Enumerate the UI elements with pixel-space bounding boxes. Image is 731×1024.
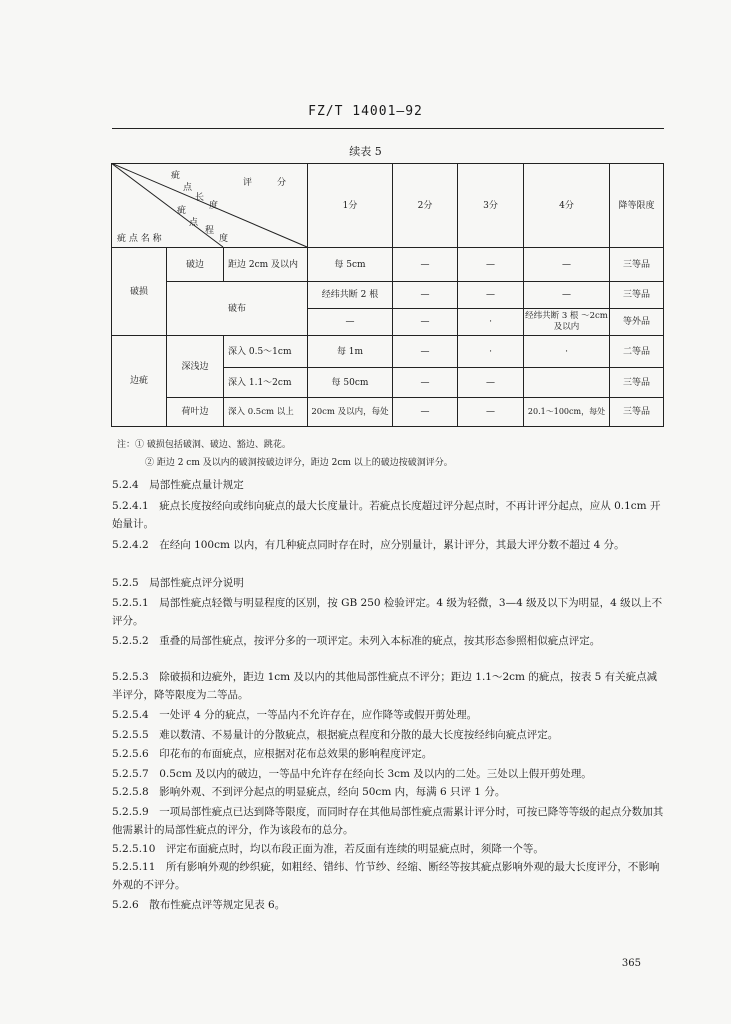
score-2: —	[420, 317, 430, 327]
paragraph: 5.2.5.5 难以数清、不易量计的分散疵点，根据疵点程度和分散的最大长度按经纬向疵点评定。	[112, 729, 559, 741]
diag-label: 评	[243, 178, 253, 188]
score-1: 每 5cm	[334, 259, 366, 270]
score-4: —	[562, 290, 571, 300]
score-4: ·	[565, 346, 568, 357]
downgrade: 三等品	[622, 290, 650, 300]
section-heading: 5.2.4 局部性疵点量计规定	[112, 479, 244, 491]
downgrade: 三等品	[622, 377, 650, 388]
paragraph: 5.2.5.1 局部性疵点轻微与明显程度的区别，按 GB 250 检验评定。4 级为轻微，3—4 级及以下为明显，4 级以上不评分。	[112, 597, 663, 627]
score-col-4: 4分	[559, 200, 574, 211]
diag-label: 点	[183, 183, 193, 193]
score-3: ·	[489, 317, 492, 327]
diag-label: 程	[205, 226, 215, 236]
score-col-1: 1分	[342, 200, 358, 211]
score-1: 20cm 及以内，每处	[311, 407, 389, 417]
row-sub-label: 荷叶边	[181, 407, 209, 417]
row-condition: 距边 2cm 及以内	[228, 259, 299, 270]
paragraph: 5.2.5.10 评定布面疵点时，均以布段正面为准，若反面有连续的明显疵点时，须降一个等。	[112, 843, 544, 855]
downgrade: 三等品	[622, 407, 650, 417]
score-1: 经纬共断 2 根	[321, 290, 379, 300]
paragraph: 5.2.5.6 印花布的布面疵点，应根据对花布总效果的影响程度评定。	[112, 748, 433, 760]
standard-code: FZ/T 14001—92	[308, 104, 423, 119]
score-3: ·	[489, 346, 492, 357]
paragraph: 5.2.5.9 一项局部性疵点已达到降等限度，而同时存在其他局部性疵点需累计评分时，可按已降等等级的起点分数加其他需累计的局部性疵点的评分，作为该段布的总分。	[112, 806, 664, 836]
diag-label: 疵	[171, 171, 181, 181]
paragraph: 5.2.5.11 所有影响外观的纱织疵，如粗经、错纬、竹节纱、经缩、断经等按其疵点影响外观的最大长度评分，不影响外观的不评分。	[112, 861, 660, 891]
table-note: ② 距边 2 cm 及以内的破洞按破边评分，距边 2cm 以上的破边按破洞评分。	[145, 458, 453, 468]
row-sub-label: 破边	[185, 259, 204, 270]
row-condition: 深入 1.1～2cm	[228, 377, 292, 388]
score-col-3: 3分	[483, 200, 498, 211]
score-3: —	[486, 290, 495, 300]
score-1: 每 50cm	[331, 377, 369, 388]
score-2: —	[420, 407, 430, 417]
downgrade: 等外品	[622, 317, 650, 327]
score-2: —	[420, 377, 430, 388]
table-note: 注：① 破损包括破洞、破边、豁边、跳花。	[117, 440, 291, 450]
score-2: —	[420, 346, 430, 357]
downgrade-col: 降等限度	[618, 200, 655, 211]
score-4	[524, 368, 609, 397]
row-sub-label: 深浅边	[181, 361, 209, 372]
score-4: 20.1～100cm，每处	[527, 407, 606, 416]
diag-label: 点	[189, 218, 199, 228]
row-condition: 深入 0.5～1cm	[228, 346, 292, 357]
paragraph: 5.2.5.3 除破损和边疵外，距边 1cm 及以内的其他局部性疵点不评分；距边 1.1～2cm 的疵点，按表 5 有关疵点减半评分，降等限度为二等品。	[112, 671, 658, 701]
score-col-2: 2分	[417, 200, 433, 211]
row-header-label: 疵 点 名 称	[117, 234, 162, 244]
score-3: —	[486, 259, 495, 270]
paragraph: 5.2.5.2 重叠的局部性疵点，按评分多的一项评定。未列入本标准的疵点，按其形态参照相似疵点评定。	[112, 635, 601, 647]
downgrade: 三等品	[622, 259, 650, 270]
score-1: —	[345, 317, 355, 327]
table-caption: 续表 5	[349, 145, 382, 158]
row-sub-label: 破布	[227, 303, 246, 314]
paragraph: 5.2.4.1 疵点长度按经向或纬向疵点的最大长度量计。若疵点长度超过评分起点时，不再计评分起点，应从 0.1cm 开始量计。	[112, 500, 661, 530]
score-4: —	[562, 259, 571, 270]
paragraph: 5.2.5.7 0.5cm 及以内的破边，一等品中允许存在经向长 3cm 及以内的二处。三处以上假开剪处理。	[112, 768, 592, 780]
score-3: —	[486, 407, 495, 417]
score-2: —	[420, 259, 430, 270]
section-heading: 5.2.5 局部性疵点评分说明	[112, 577, 244, 589]
downgrade: 二等品	[622, 346, 650, 357]
paragraph: 5.2.5.8 影响外观、不到评分起点的明显疵点，经向 50cm 内，每满 6 只评 1 分。	[112, 786, 506, 798]
paragraph: 5.2.6 散布性疵点评等规定见表 6。	[112, 899, 286, 911]
diag-label: 度	[219, 234, 229, 244]
diag-label: 分	[277, 178, 287, 188]
score-3: —	[486, 377, 495, 388]
score-1: 每 1m	[336, 346, 364, 357]
row-condition: 深入 0.5cm 以上	[228, 407, 294, 417]
score-2: —	[420, 290, 430, 300]
score-4: 经纬共断 3 根 ～2cm 及以内	[525, 311, 608, 332]
diag-label: 长	[195, 193, 205, 203]
paragraph: 5.2.4.2 在经向 100cm 以内，有几种疵点同时存在时，应分别量计，累计评分，其最大评分数不超过 4 分。	[112, 539, 625, 551]
group-damage: 破损	[129, 286, 148, 297]
diag-label: 疵	[177, 206, 187, 216]
diag-label: 度	[209, 201, 219, 211]
group-edge: 边疵	[129, 376, 148, 386]
page-number: 365	[621, 958, 641, 969]
defect-score-table	[111, 163, 664, 427]
header-rule	[112, 128, 664, 129]
paragraph: 5.2.5.4 一处评 4 分的疵点，一等品内不允许存在，应作降等或假开剪处理。	[112, 709, 478, 721]
